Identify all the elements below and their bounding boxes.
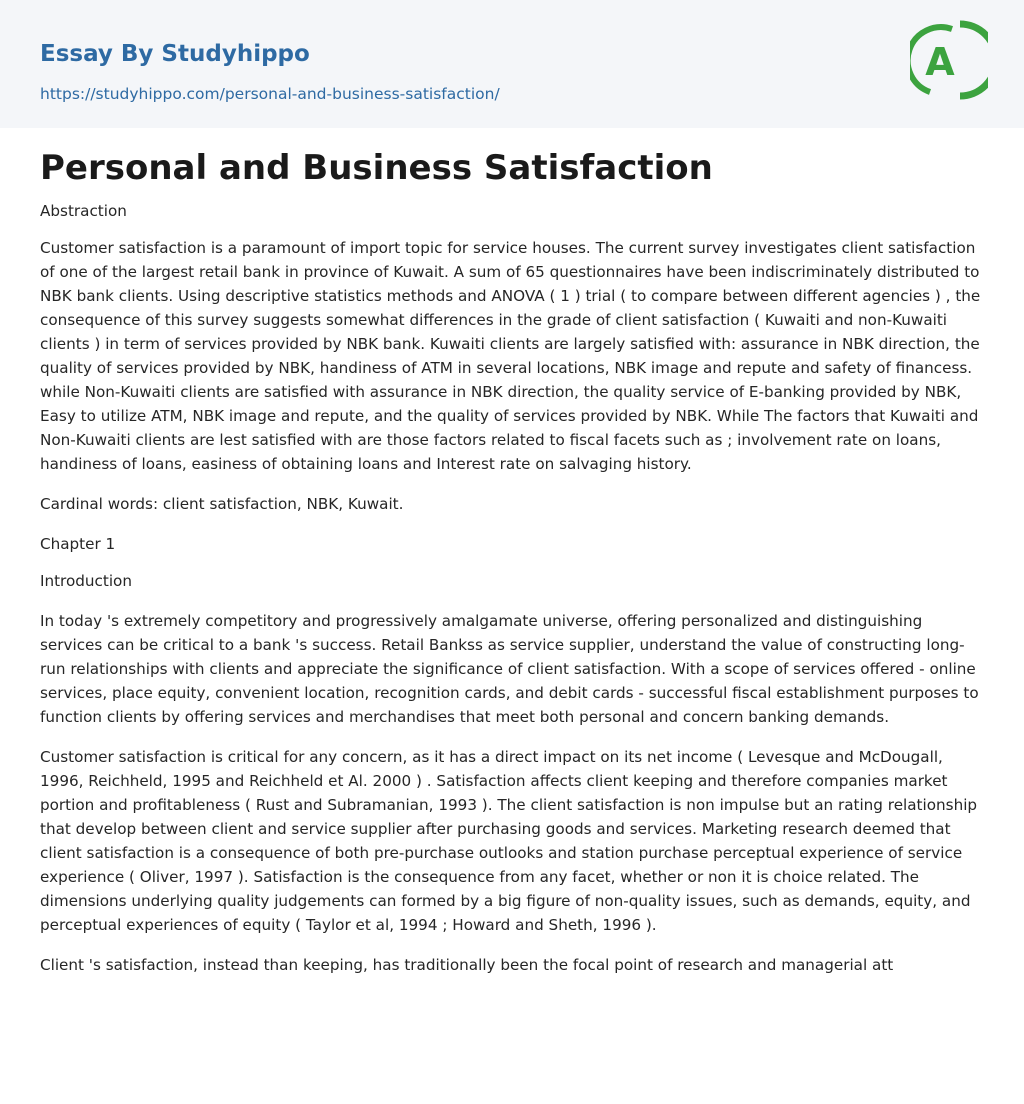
essay-url-link[interactable]: https://studyhippo.com/personal-and-business-satisfaction/ (40, 85, 500, 103)
paragraph-keywords: Cardinal words: client satisfaction, NBK, Kuwait. (40, 495, 404, 513)
section-heading-introduction: Introduction (40, 572, 132, 590)
brand-title: Essay By Studyhippo (40, 41, 310, 67)
article (40, 145, 984, 977)
studyhippo-logo-icon[interactable] (910, 18, 988, 106)
paragraph-intro-2: Customer satisfaction is critical for any concern, as it has a direct impact on its net income ( Levesque and McDougall, 1996, Reichheld, 1995 and Reichheld et Al. 2000 ) . Satisfaction affects client keeping and therefore companies market portion and profitableness ( Rust and Subramanian, 1993 ). The client satisfaction is non impulse but an rating relationship that develop between client and service supplier after purchasing goods and services. Marketing research deemed that client satisfaction is a consequence of both pre-purchase outlooks and station purchase perceptual experience of service experience ( Oliver, 1997 ). Satisfaction is the consequence from any facet, whether or non it is choice related. The dimensions underlying quality judgements can formed by a big figure of non-quality issues, such as demands, equity, and perceptual experiences of equity ( Taylor et al, 1994 ; Howard and Sheth, 1996 ). (40, 748, 978, 934)
section-heading-abstraction: Abstraction (40, 202, 127, 220)
site-header (0, 0, 1024, 128)
chapter-label: Chapter 1 (40, 535, 116, 553)
paragraph-intro-1: In today 's extremely competitory and progressively amalgamate universe, offering personalized and distinguishing services can be critical to a bank 's success. Retail Bankss as service supplier, understand the value of constructing long-run relationships with clients and appreciate the significance of client satisfaction. With a scope of services offered - online services, place equity, convenient location, recognition cards, and debit cards - successful fiscal establishment purposes to function clients by offering services and merchandises that meet both personal and concern banking demands. (40, 612, 979, 726)
article-title: Personal and Business Satisfaction (40, 148, 713, 188)
logo-letter: A (925, 40, 955, 84)
paragraph-abstract: Customer satisfaction is a paramount of import topic for service houses. The current survey investigates client satisfaction of one of the largest retail bank in province of Kuwait. A sum of 65 questionnaires have been indiscriminately distributed to NBK bank clients. Using descriptive statistics methods and ANOVA ( 1 ) trial ( to compare between different agencies ) , the consequence of this survey suggests somewhat differences in the grade of client satisfaction ( Kuwaiti and non-Kuwaiti clients ) in term of services provided by NBK bank. Kuwaiti clients are largely satisfied with: assurance in NBK direction, the quality of services provided by NBK, handiness of ATM in several locations, NBK image and repute and safety of financess. while Non-Kuwaiti clients are satisfied with assurance in NBK direction, the quality service of E-banking provided by NBK, Easy to utilize ATM, NBK image and repute, and the quality of services provided by NBK. While The factors that Kuwaiti and Non-Kuwaiti clients are lest satisfied with are those factors related to fiscal facets such as ; involvement rate on loans, handiness of loans, easiness of obtaining loans and Interest rate on salvaging history. (40, 239, 981, 473)
paragraph-intro-3: Client 's satisfaction, instead than keeping, has traditionally been the focal point of research and managerial att (40, 956, 894, 974)
